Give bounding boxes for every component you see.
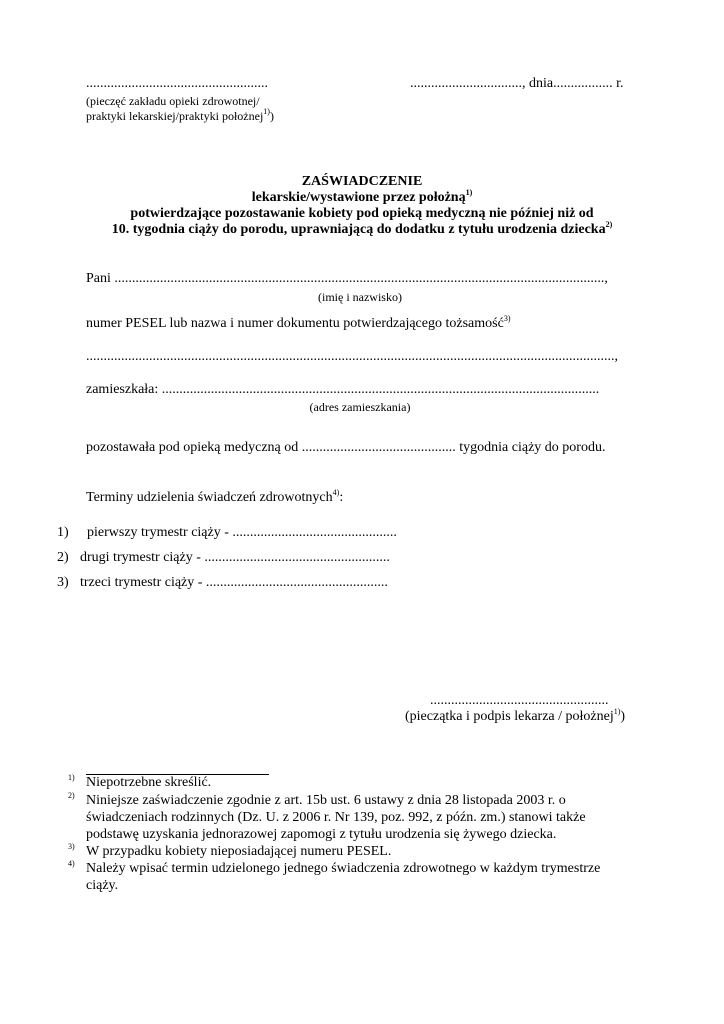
- address-caption: (adres zamieszkania): [309, 400, 411, 414]
- terms-heading: Terminy udzielenia świadczeń zdrowotnych$^{4)}$:: [86, 488, 344, 505]
- trimester-1-field[interactable]: pierwszy trymestr ciąży - ...............................................: [87, 525, 397, 540]
- footnote-4-line2: ciąży.: [86, 878, 119, 893]
- trimester-2-field[interactable]: drugi trymestr ciąży - .....................................................: [80, 550, 390, 565]
- footnote-2-mark: 2): [68, 791, 75, 800]
- footnote-4-mark: 4): [68, 859, 75, 868]
- footnote-3-text: W przypadku kobiety nieposiadającej numeru PESEL.: [86, 844, 392, 859]
- stamp-dots: ....................................................: [86, 76, 268, 91]
- footnote-2-line1: Niniejsze zaświadczenie zgodnie z art. 15b ust. 6 ustawy z dnia 28 listopada 2003 r. o: [86, 793, 566, 808]
- stamp-caption-line2: praktyki lekarskiej/praktyki położnej$^{1)}$): [86, 107, 274, 123]
- footnote-1-mark: 1): [68, 773, 75, 782]
- footnote-1-text: Niepotrzebne skreślić.: [86, 775, 212, 790]
- stamp-caption-line1: (pieczęć zakładu opieki zdrowotnej/: [86, 94, 260, 108]
- title-line2: lekarskie/wystawione przez położną$^{1)}$: [251, 188, 473, 205]
- document-title: ZAŚWIADCZENIE: [301, 174, 423, 189]
- footnote-4-line1: Należy wpisać termin udzielonego jednego świadczenia zdrowotnego w każdym trymestrze: [86, 861, 601, 876]
- pesel-label: numer PESEL lub nazwa i numer dokumentu potwierdzającego tożsamość$^{3)}$: [86, 314, 511, 331]
- pani-caption: (imię i nazwisko): [318, 290, 402, 304]
- title-line4: 10. tygodnia ciąży do porodu, uprawniającą do dodatku z tytułu urodzenia dziecka$^{2)}$: [111, 220, 613, 237]
- care-period-field[interactable]: pozostawała pod opieką medyczną od ............................................ tygodnia ciąży do porodu.: [86, 440, 606, 455]
- date-line: ................................, dnia................. r.: [410, 76, 624, 91]
- address-field[interactable]: zamieszkała: .............................................................................................................................: [86, 382, 600, 397]
- footnote-3-mark: 3): [68, 842, 75, 851]
- trimester-3-number: 3): [57, 575, 69, 590]
- footnote-2-line3: podstawę uzyskania jednorazowej zapomogi z tytułu urodzenia się żywego dziecka.: [86, 827, 557, 842]
- trimester-3-field[interactable]: trzeci trymestr ciąży - ....................................................: [80, 575, 388, 590]
- title-line3: potwierdzające pozostawanie kobiety pod opieką medyczną nie później niż od: [130, 206, 594, 221]
- signature-dots[interactable]: ...................................................: [430, 693, 609, 708]
- signature-caption: (pieczątka i podpis lekarza / położnej$^{1)}$): [405, 707, 626, 724]
- footnote-2-line2: świadczeniach rodzinnych (Dz. U. z 2006 r. Nr 139, poz. 992, z późn. zm.) stanowi także: [86, 810, 586, 825]
- pani-field[interactable]: Pani ............................................................................................................................................,: [86, 271, 608, 286]
- trimester-1-number: 1): [57, 525, 69, 540]
- trimester-2-number: 2): [57, 550, 69, 565]
- pesel-field[interactable]: .......................................................................................................................................................,: [86, 349, 618, 364]
